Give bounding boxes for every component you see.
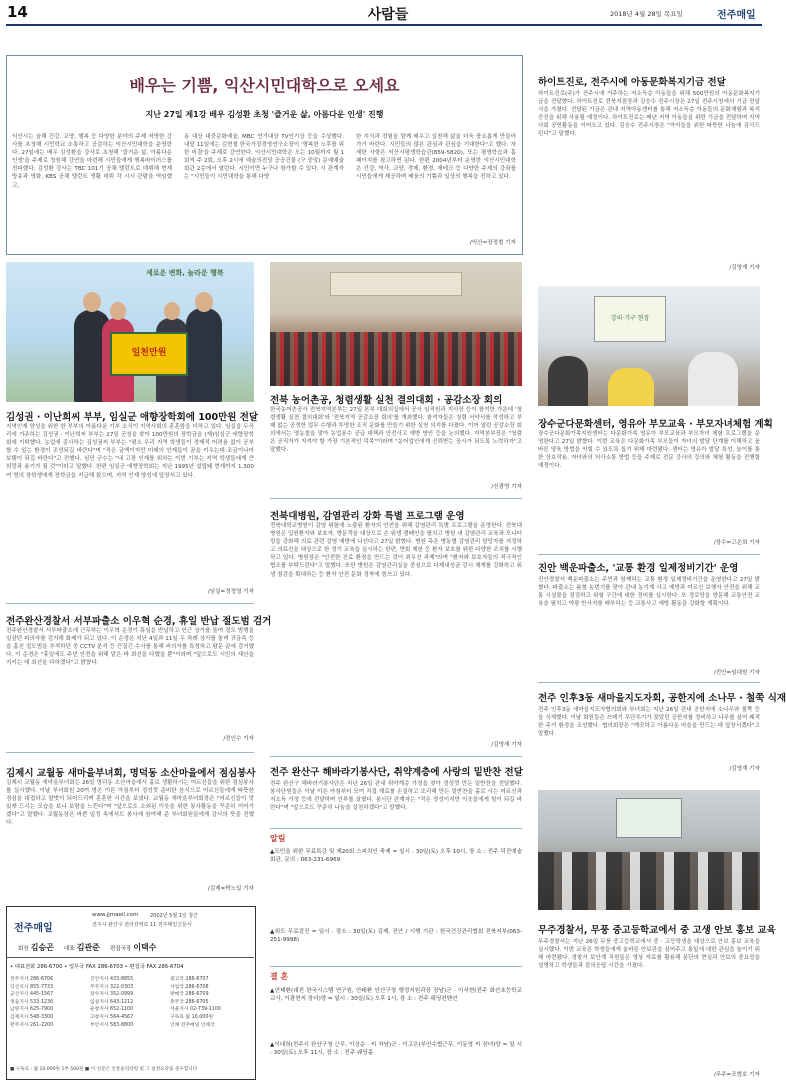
directory-entry: 김제지사 548-3300 [10, 1014, 54, 1020]
article-c2-2-body: 전북대학교병원이 감염 위험에 노출된 환자의 안전을 위해 감염관리 특별 프로그램을 운영한다. 전북대병원은 입원환자와 보호자, 방문객을 대상으로 손 위생 캠페인을 펼치고 병원 내 감염관리 교육과 모니터링을 강화해 의료 관련 감염 예방에 나선다고 27일 밝혔다. 병원 측은 병동별 감염관리 담당자를 지정하고 의료진을 대상으로 한 정기 교육을 실시하는 한편, 면회 제한 등 환자 보호를 위한 다양한 조치를 시행하고 있다. 병원장은 "안전한 진료 환경을 만드는 것이 최우선 과제"라며 "환자와 보호자들의 적극적인 협조를 부탁드린다"고 말했다. 또한 병원은 감염관리실을 중심으로 다제내성균 감시 체계를 강화하고 위생 점검을 확대하는 등 환자 안전 문화 정착에 힘쓰고 있다. [270, 523, 522, 578]
article-c3-1-body: 하이트진로(주)가 전주시에 거주하는 저소득층 아동들을 위해 500만원의 아동문화복지기금을 전달했다. 하이트진로 전북지점장과 김승수 전주시장은 27일 전주시청에서 기금 전달식을 가졌다. 전달된 기금은 관내 지역아동센터를 통해 저소득층 아동들의 문화체험과 복지 증진을 위해 사용될 예정이다. 하이트진로는 매년 지역 아동들을 위한 기금을 전달하며 지역사회 공헌활동을 이어오고 있다. 김승수 전주시장은 "아이들을 위한 따뜻한 나눔에 감사드린다"고 말했다. [538, 91, 760, 138]
article-c1-2-body: 전주완산경찰서 서부파출소에 근무하는 이우혁 순경이 휴일을 반납하고 인근 상가를 돌며 절도 범행을 일삼던 피의자를 검거해 화제가 되고 있다. 이 순경은 지난 4일과 11일 두 차례 상가를 돌며 귀금속 등을 훔친 절도범을 추적하던 중 CCTV 분석 등 끈질긴 수사를 통해 피의자를 특정하고 탐문 끝에 검거했다. 이 순경은 "휴일에도 주민 안전을 위해 맡은 바 최선을 다했을 뿐"이라며 "앞으로도 시민의 재산을 지키는 데 최선을 다하겠다"고 밝혔다. [6, 628, 254, 667]
feature-col-2: 동 대상 대중문화예술, MBC 연기대상 TV인기상 등을 수상했다. 내달 11일에는 김현철 한국가정경영연구소장이 '행복한 노후를 위한 비결'을 주제로 강연한다. 익산시민대학은 오는 10월까지 월 1회씩 주 2회, 오후 2시에 예술의전당 공공건물 (구 중앙) 문예예술회관 2층에서 열린다. 시민이면 누구나 참가할 수 있다. 시 관계자는 "시민들이 시민대학을 통해 다양 [184, 134, 344, 181]
article-c3-2-byline: /장수=고은희 기자 [713, 540, 760, 546]
article-c2-1-body: 한국농어촌공사 전북지역본부는 27일 본부 대회의실에서 공사 임직원과 지사장 등이 참석한 가운데 '청렴생활 실천 결의대회'와 '전북지역 공감소장 회의'를 개최했다. 참석자들은 청렴 서약서를 작성하고 부패 없는 공정한 업무 수행과 투명한 조직 문화를 만들기 위한 실천 의지를 다졌다. 이어 열린 공감소장 회의에서는 영농철을 맞아 농업용수 공급 대책과 안전사고 예방 방안 등을 논의했다. 지역본부장은 "청렴은 공직자가 지켜야 할 가장 기본적인 덕목"이라며 "농어업인에게 신뢰받는 공사가 되도록 노력하자"고 말했다. [270, 407, 522, 454]
feature-subtitle: 지난 27일 제1강 배우 김성환 초청 '즐거운 삶, 아름다운 인생' 진행 [145, 110, 384, 119]
classroom-board [616, 798, 682, 838]
banner-text: 세로운 변화, 놀라운 행복 [146, 269, 224, 277]
notices-title: 알림 [270, 834, 286, 843]
article-c3-4-title: 전주 인후3동 새마을지도자회, 공한지에 소나무 · 철쭉 식재 [538, 693, 786, 704]
masthead-phones: • 대표전화 286-6700 • 업무국 FAX 286-6703 • 편집국 FAX 286-6704 [10, 964, 184, 970]
audience [270, 332, 522, 386]
divider [538, 554, 760, 555]
feature-col-1: 익산시는 올해 건강, 교양, 행복 등 다양한 분야의 주제 저명한 강사를 초청해 시민학교 소통하고 공감하는 익산시민대학을 운영한다. 27일에는 배우 김성환을 강사로 초청해 '즐거운 삶, 아름다운 인생'을 주제로 청원해 강연을 마련해 시민들에게 행복바이러스를 전파했다. 김성환 강사는 TBC 101기 공채 탤런트로 데뷔해 현재 방송과 영화, KBS 공채 탤런트 생활 데뷔 각 시시 관람을 역임했고, [12, 134, 172, 189]
directory-entry: 인쇄 전주매일 인쇄국 [170, 1022, 215, 1028]
article-c1-1-byline: /임실=정정영 기자 [207, 589, 254, 595]
publisher-label: 회장 [18, 946, 29, 952]
paper-name: 전주매일 [717, 10, 756, 21]
feature-byline: /익산=장정철 기자 [469, 240, 516, 246]
ceremony-banner [330, 272, 462, 296]
masthead-address: 전주시 완산구 전라감영로 11 전주매일신문사 [92, 922, 192, 928]
directory-entry: 총무국 286-6705 [170, 999, 209, 1005]
masthead-reg: 2002년 5월 1일 창간 [150, 913, 199, 919]
attendee [548, 356, 588, 406]
wedding-item-1: ▲안태환(대전 한국시스템 연구원, 안태환 안산구청 행정지원과장 장남)군 · 이서현(전주 화산초등학교 교사, 이광현씨 장녀)양 = 일시 : 30일(토) 오후 1시, 장 소 : 전주 웨딩컨벤션 [270, 988, 522, 1003]
directory-entry: 구독료 월 10,000원 [170, 1014, 214, 1020]
directory-entry: 전주지사 286-6706 [10, 977, 54, 982]
divider [6, 752, 254, 753]
divider [6, 603, 254, 604]
directory-entry: 판매국 286-6709 [170, 992, 209, 998]
notice-item-1: ▲도민을 위한 무료특강 및 제20회 스피치인 축제 = 일시 : 30일(토) 오후 10시, 장 소 : 전주 덕진예술회관, 문의 : 063-231-6969 [270, 849, 522, 864]
article-c3-4-byline: /김영재 기자 [729, 766, 760, 772]
article-c2-2-byline: /김영재 기자 [491, 742, 522, 748]
attendee [688, 352, 738, 406]
article-c3-5-byline: /무주=조범호 기자 [713, 1072, 760, 1078]
article-c1-1-body: 지역인재 양성을 위한 한 부부의 아름다운 기부 소식이 지역사회의 훈훈함을 더하고 있다. 임실읍 두곡리에 거주하는 김성권 · 이난희씨 부부는 27일 군청을 찾아 100만원의 장학금을 (재)임실군 애향장학회에 기탁했다. 농업에 종사하는 김성권씨 부부는 "평소 우리 지역 학생들이 경제적 어려움 없이 공부할 수 있는 환경이 조성되길 바란다"며 "적은 금액이지만 미래의 인재들이 꿈을 키우는데 조금이나마 보탬이 되길 바란다"고 전했다. 심민 군수는 "내 고장 인재를 위하는 이번 기부는 지역 학생들에게 큰 희망과 용기가 될 것"이라고 말했다. 한편 임실군 애향장학회는 지난 1995년 설립돼 현재까지 1,300여 명의 장학생에게 장학금을 지급해 왔으며, 지역 인재 양성에 앞장서고 있다. [6, 424, 254, 479]
article-c1-1-title: 김성권 · 이난희씨 부부, 임실군 애향장학회에 100만원 전달 [6, 412, 259, 423]
directory-col-2 [90, 976, 166, 1029]
person-1-head [83, 292, 101, 312]
article-c2-1-byline: /신광영 기자 [491, 484, 522, 490]
article-c2-3-body: 전주 완산구 해바라기봉사단은 지난 26일 관내 취약계층 가정을 찾아 정성껏 만든 밑반찬을 전달했다. 봉사단원들은 이날 이른 아침부터 모여 직접 재료를 손질하고 조리해 만든 밑반찬을 홀로 사는 어르신과 저소득 가정 등에 전달하며 안부를 살폈다. 봉사단 관계자는 "작은 정성이지만 이웃들에게 힘이 되길 바란다"며 "앞으로도 꾸준히 나눔을 실천하겠다"고 말했다. [270, 781, 522, 812]
directory-entry: 사업국 286-6708 [170, 984, 209, 990]
article-c1-3-title: 김제시 교월동 새마을부녀회, 명덕동 소산마을에서 점심봉사 [6, 768, 256, 779]
page-number: 14 [7, 3, 28, 21]
article-c3-3-byline: /진안=임대원 기자 [713, 670, 760, 676]
students [538, 852, 760, 910]
directory-entry: 무주지사 322-0303 [90, 984, 134, 990]
donation-photo [6, 262, 254, 402]
directory-entry: 익산지사 855-7733 [10, 984, 54, 990]
article-c3-1-title: 하이트진로, 전주시에 아동문화복지기금 전달 [538, 77, 726, 88]
editor-name: 이택수 [133, 943, 157, 952]
article-c2-2-title: 전북대병원, 감염관리 강화 특별 프로그램 운영 [270, 511, 465, 522]
directory-entry: 정읍지사 533-1236 [10, 999, 54, 1005]
masthead-rule [6, 957, 254, 958]
article-c1-2-byline: /전인수 기자 [223, 736, 254, 742]
directory-entry: 임실지사 643-1212 [90, 999, 134, 1005]
donation-board-text: 일천만원 [131, 348, 167, 358]
section-title: 사람들 [367, 7, 409, 23]
directory-entry: 진안지사 433-8855 [90, 977, 134, 982]
article-c3-3-body: 진안경찰서 백운파출소는 주민과 함께하는 교통 환경 일제정비기간을 운영한다고 27일 밝혔다. 파출소는 봄철 농번기를 맞아 관내 농기계 사고 예방과 어르신 보행자 안전을 위해 교통 시설물을 점검하고 위험 구간에 대한 정비를 실시한다. 또 경로당을 방문해 교통안전 교육을 펼치고 야광 반사지를 배부하는 등 교통사고 예방 활동을 강화할 계획이다. [538, 577, 760, 608]
feature-title: 배우는 기쁨, 익산시민대학으로 오세요 [129, 76, 400, 95]
header-rule [6, 24, 762, 26]
directory-entry: 고창지사 564-4567 [90, 1014, 134, 1020]
directory-entry: 군산지사 445-1567 [10, 992, 54, 998]
person-4 [186, 308, 222, 402]
publisher-name: 김승곤 [30, 943, 54, 952]
feature-col-3: 한 지식과 경험을 함께 배우고 실천해 삶을 더욱 풍요롭게 만들어가기 바란다. 시민들의 많은 관심과 관심을 기대한다"고 했다. 자세한 사항은 익산시평생학습관(859-5820), 또는 평생학습과 홈페이지를 참고하면 된다. 한편 2004년부터 운영한 익산시민대학은 건강, 역사, 교양, 경제, 환경, 재테크 등 다양한 주제의 강좌를 시민들에게 제공하며 배움의 기쁨과 일상의 행복을 전하고 있다. [356, 134, 516, 181]
directory-entry: 부안지사 583-8800 [90, 1022, 134, 1028]
directory-entry: 완주지사 261-2200 [10, 1022, 54, 1028]
article-c3-5-body: 무주경찰서는 지난 26일 무풍 중고등학교에서 중 · 고등학생을 대상으로 안보 홍보 교육을 실시했다. 이번 교육은 학생들에게 올바른 안보관을 심어주고 통일에 대한 관심을 높이기 위해 마련됐다. 경찰서 보안계 직원들은 영상 자료를 활용해 분단의 현실과 안보의 중요성을 설명하고 학생들과 질의응답 시간을 가졌다. [538, 939, 760, 970]
article-c1-2-title: 전주완산경찰서 서부파출소 이우혁 순경, 휴일 반납 절도범 검거 [6, 616, 272, 627]
article-c3-5-title: 무주경찰서, 무풍 중고등학교에서 중 고생 안보 홍보 교육 [538, 925, 776, 936]
ceo-label: 대표 [63, 946, 75, 952]
article-c3-2-body: 장수군다문화가족지원센터는 다문화가족 영유아 부모교육과 부모자녀 체험 프로그램을 운영한다고 27일 밝혔다. 이번 교육은 다문화가족 부모들이 자녀의 발달 단계를 이해하고 올바른 양육 방법을 익힐 수 있도록 돕기 위해 마련됐다. 센터는 영유아 발달 특성, 놀이를 통한 상호작용, 자녀와의 의사소통 방법 등을 주제로 전문 강사의 강의와 체험 활동을 진행할 예정이다. [538, 431, 760, 470]
divider [270, 498, 522, 499]
classroom-photo [538, 790, 760, 910]
directory-entry: 광고국 286-6707 [170, 977, 209, 982]
wedding-item-2: ▲이대희(전주시 완산구청 근무, 이상순 · 씨 차남)군 · 이고은(부안수협근무, 이동영 씨 장녀)양 = 일 시 : 30일(토) 오후 11시, 장 소 : 전주 웨딩홀 [270, 1042, 522, 1057]
divider [538, 682, 760, 683]
article-c1-3-body: 김제시 교월동 새마을부녀회는 26일 명덕동 소산마을에서 홀로 생활하시는 어르신들을 위한 점심봉사를 실시했다. 이날 부녀회원 20여 명은 이른 아침부터 정성껏 준비한 음식으로 어르신들에게 따뜻한 점심을 대접하고 말벗이 되어드리며 훈훈한 시간을 보냈다. 교월동 새마을부녀회장은 "어르신들이 맛있게 드시는 모습을 보니 보람을 느낀다"며 "앞으로도 소외된 이웃을 위한 봉사활동을 꾸준히 이어가겠다"고 말했다. 교월동장은 바쁜 일정 속에서도 봉사에 참여해 준 부녀회원들에게 감사의 뜻을 전했다. [6, 780, 254, 827]
article-c2-3-title: 전주 완산구 해바라기봉사단, 취약계층에 사랑의 밑반찬 전달 [270, 767, 523, 778]
person-2-head [110, 302, 126, 320]
ceo-name: 김관준 [76, 943, 100, 952]
directory-col-3 [170, 976, 250, 1029]
screen-text: 강의·기구 현장 [610, 315, 650, 322]
seminar-photo [538, 286, 760, 406]
directory-entry: 서울지사 02-739-1100 [170, 1007, 221, 1013]
person-4-head [195, 292, 213, 312]
article-c3-3-title: 진안 백운파출소, '교통 환경 일제정비기간' 운영 [538, 563, 739, 574]
divider [270, 966, 522, 967]
article-c3-1-byline: /김영재 기자 [729, 265, 760, 271]
masthead-officers [18, 942, 157, 953]
directory-col-1 [10, 976, 86, 1029]
article-c3-2-title: 장수군다문화센터, 영유아 부모교육 · 부모자녀체험 계획 [538, 419, 773, 430]
article-c3-4-body: 전주 인후3동 새마을지도자협의회와 부녀회는 지난 26일 관내 공한지에 소나무와 철쭉 등을 식재했다. 이날 회원들은 쓰레기 무단투기가 잦았던 공한지를 정비하고 나무를 심어 쾌적한 주거 환경을 조성했다. 협의회장은 "깨끗하고 아름다운 마을을 만드는 데 앞장서겠다"고 말했다. [538, 707, 760, 738]
issue-date: 2018년 4월 28일 목요일 [610, 10, 683, 18]
projection-screen [594, 296, 666, 342]
masthead-footer: ■ 구독료 : 월 10,000원 1부 500원 ■ 이 신문은 신문윤리강령 및 그 실천요강을 준수합니다 [10, 1067, 198, 1072]
wedding-title: 결 혼 [270, 972, 289, 981]
person-3-head [164, 302, 180, 320]
ceremony-photo [270, 262, 522, 386]
attendee [608, 368, 654, 406]
masthead-name: 전주매일 [14, 923, 53, 934]
notice-item-2: ▲위도 무료검진 = 일시 · 장소 : 30일(토) 김제, 진안 / 시행 기관 : 한국건강관리협회 전북지부(063-251-9998) [270, 929, 522, 944]
directory-entry: 남원지사 625-7900 [10, 1007, 54, 1013]
article-c1-3-byline: /김제=박노일 기자 [207, 886, 254, 892]
editor-label: 편집국장 [109, 946, 132, 952]
directory-entry: 순창지사 652-1100 [90, 1007, 134, 1013]
masthead-url: www.jjmaeil.com [92, 912, 139, 918]
directory-entry: 장수지사 352-0999 [90, 992, 134, 998]
divider [270, 756, 522, 757]
donation-board [110, 332, 188, 376]
article-c2-1-title: 전북 농어촌공, 청렴생활 실천 결의대회 · 공감소장 회의 [270, 395, 503, 406]
